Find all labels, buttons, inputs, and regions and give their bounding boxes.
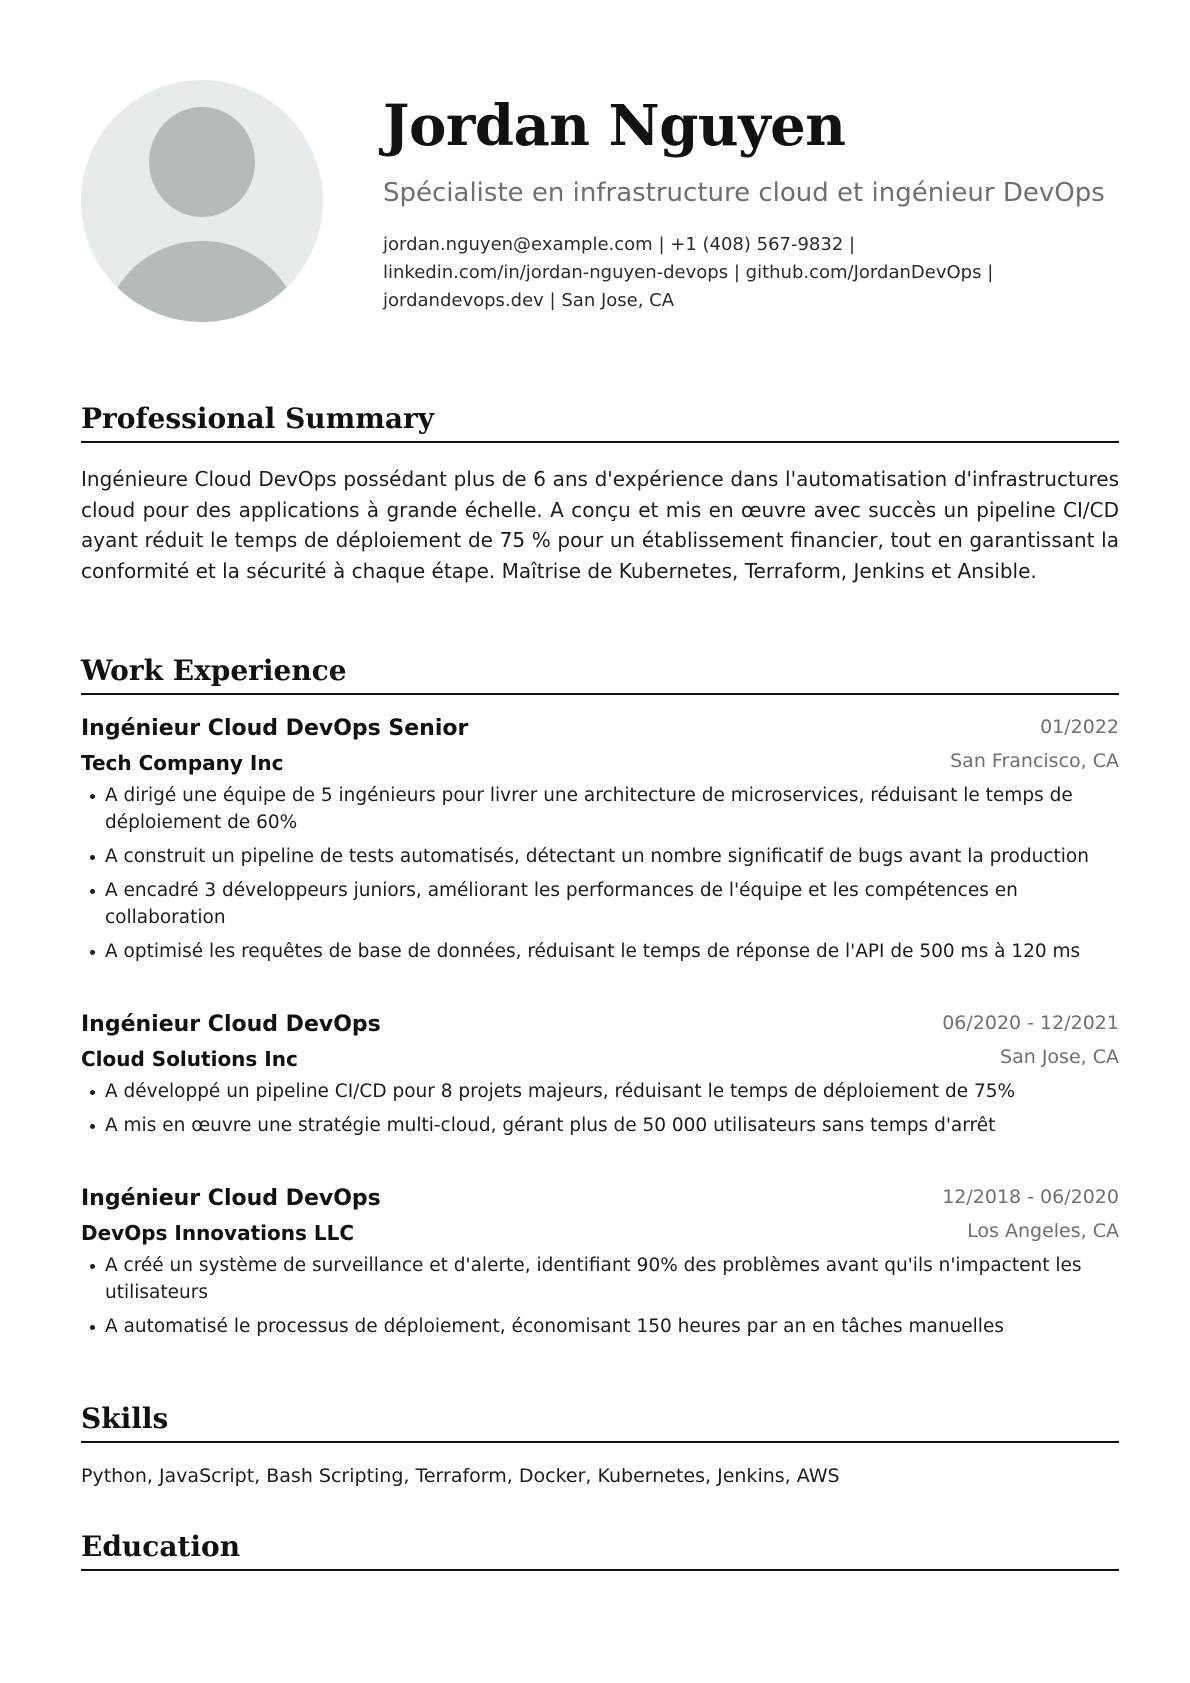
contact-separator: | [658, 234, 665, 255]
experience-header-row [81, 1182, 1119, 1216]
contact-separator: | [849, 234, 856, 255]
job-bullets [81, 1252, 1119, 1340]
experience-company-row [81, 746, 1119, 780]
job-company: Tech Company Inc [81, 751, 284, 775]
candidate-title: Spécialiste en infrastructure cloud et ingénieur DevOps [383, 178, 1105, 208]
job-location: San Jose, CA [1000, 1046, 1119, 1068]
section-title-education: Education [81, 1533, 1119, 1571]
list-item: A construit un pipeline de tests automatisés, détectant un nombre significatif de bugs avant la production [81, 843, 1119, 870]
job-role: Ingénieur Cloud DevOps [81, 1012, 381, 1037]
contact-separator: | [733, 262, 740, 283]
skills-list: Python, JavaScript, Bash Scripting, Terraform, Docker, Kubernetes, Jenkins, AWS [81, 1465, 840, 1487]
contact-info [383, 231, 1073, 315]
job-company: DevOps Innovations LLC [81, 1221, 355, 1245]
avatar [81, 80, 323, 322]
summary-text: Ingénieure Cloud DevOps possédant plus de 6 ans d'expérience dans l'automatisation d'infrastructures cloud pour des applications à grande échelle. A conçu et mis en œuvre avec succès un pipeline CI/CD ayant réduit le temps de déploiement de 75 % pour un établissement financier, tout en garantissant la conformité et la sécurité à chaque étape. Maîtrise de Kubernetes, Terraform, Jenkins et Ansible. [81, 467, 1119, 583]
experience-entry [81, 1008, 1119, 1146]
experience-header-row [81, 1008, 1119, 1042]
section-title-experience: Work Experience [81, 657, 1119, 695]
person-silhouette-icon [81, 80, 323, 322]
list-item: A optimisé les requêtes de base de données, réduisant le temps de réponse de l'API de 500 ms à 120 ms [81, 938, 1119, 965]
contact-github[interactable]: github.com/JordanDevOps [745, 262, 982, 283]
experience-header-row [81, 712, 1119, 746]
contact-phone: +1 (408) 567-9832 [670, 234, 844, 255]
experience-entry [81, 1182, 1119, 1347]
list-item: A automatisé le processus de déploiement, économisant 150 heures par an en tâches manuelles [81, 1313, 1119, 1340]
job-bullets [81, 782, 1119, 965]
job-dates: 01/2022 [1040, 716, 1119, 738]
job-dates: 12/2018 - 06/2020 [942, 1186, 1119, 1208]
candidate-name: Jordan Nguyen [383, 93, 846, 159]
resume-page [81, 0, 1119, 1683]
resume-header [81, 80, 1119, 322]
section-title-summary: Professional Summary [81, 405, 1119, 443]
section-title-skills: Skills [81, 1405, 1119, 1443]
experience-entry [81, 712, 1119, 972]
list-item: A développé un pipeline CI/CD pour 8 projets majeurs, réduisant le temps de déploiement de 75% [81, 1078, 1119, 1105]
list-item: A mis en œuvre une stratégie multi-cloud, gérant plus de 50 000 utilisateurs sans temps d'arrêt [81, 1112, 1119, 1139]
job-role: Ingénieur Cloud DevOps Senior [81, 716, 469, 741]
job-role: Ingénieur Cloud DevOps [81, 1186, 381, 1211]
job-dates: 06/2020 - 12/2021 [942, 1012, 1119, 1034]
contact-linkedin[interactable]: linkedin.com/in/jordan-nguyen-devops [383, 262, 729, 283]
contact-location: San Jose, CA [561, 290, 675, 311]
job-company: Cloud Solutions Inc [81, 1047, 298, 1071]
list-item: A dirigé une équipe de 5 ingénieurs pour livrer une architecture de microservices, réduisant le temps de déploiement de 60% [81, 782, 1119, 836]
job-bullets [81, 1078, 1119, 1139]
contact-website[interactable]: jordandevops.dev [383, 290, 544, 311]
contact-separator: | [987, 262, 994, 283]
contact-separator: | [549, 290, 556, 311]
experience-company-row [81, 1042, 1119, 1076]
experience-company-row [81, 1216, 1119, 1250]
contact-email[interactable]: jordan.nguyen@example.com [383, 234, 653, 255]
list-item: A encadré 3 développeurs juniors, améliorant les performances de l'équipe et les compétences en collaboration [81, 877, 1119, 931]
list-item: A créé un système de surveillance et d'alerte, identifiant 90% des problèmes avant qu'ils n'impactent les utilisateurs [81, 1252, 1119, 1306]
job-location: Los Angeles, CA [967, 1220, 1119, 1242]
job-location: San Francisco, CA [950, 750, 1119, 772]
